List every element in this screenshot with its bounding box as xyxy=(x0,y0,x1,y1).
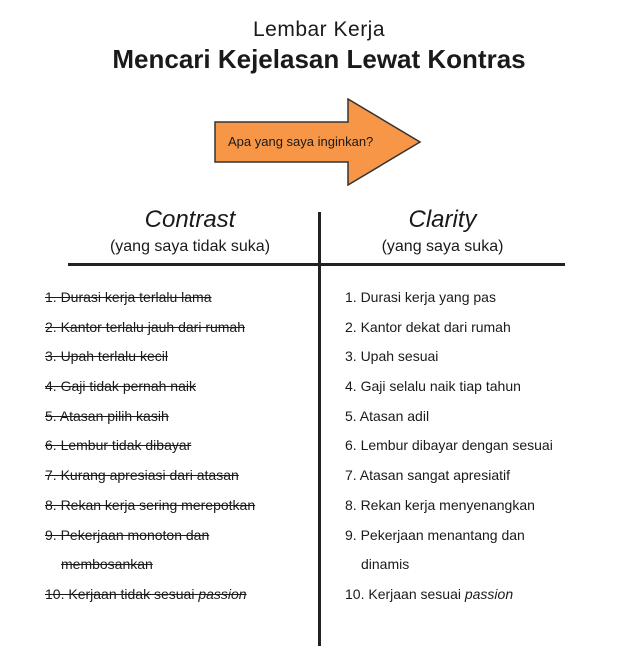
clarity-item-text: 10. Kerjaan sesuai xyxy=(345,585,461,602)
contrast-subheading: (yang saya tidak suka) xyxy=(109,238,271,255)
contrast-header xyxy=(60,206,320,256)
list-item xyxy=(345,464,553,494)
clarity-item-text: 9. Pekerjaan menantang dan xyxy=(345,526,525,543)
clarity-header xyxy=(320,206,565,256)
list-item xyxy=(345,583,553,613)
contrast-item-text: 6. Lembur tidak dibayar xyxy=(45,437,192,454)
contrast-item-text-continued: membosankan xyxy=(61,556,153,573)
list-item xyxy=(45,405,255,435)
contrast-item-text: 7. Kurang apresiasi dari atasan xyxy=(45,467,239,484)
list-item xyxy=(345,405,553,435)
contrast-item-text: 3. Upah terlalu kecil xyxy=(45,348,168,365)
list-item xyxy=(45,494,255,524)
arrow-question-text: Apa yang saya inginkan? xyxy=(228,134,374,149)
clarity-item-text: 2. Kantor dekat dari rumah xyxy=(345,318,511,335)
contrast-item-text: 1. Durasi kerja terlalu lama xyxy=(45,289,212,305)
clarity-item-emphasis: passion xyxy=(464,585,514,602)
contrast-item-text: 9. Pekerjaan monoton dan xyxy=(45,526,210,543)
contrast-heading: Contrast xyxy=(144,206,236,233)
clarity-heading: Clarity xyxy=(408,206,477,233)
list-item xyxy=(45,375,255,405)
contrast-item-text: 5. Atasan pilih kasih xyxy=(45,407,169,424)
vertical-divider xyxy=(318,212,321,646)
clarity-subheading: (yang saya suka) xyxy=(381,238,504,255)
list-item xyxy=(345,375,553,405)
clarity-item-text: 5. Atasan adil xyxy=(345,407,430,424)
contrast-list xyxy=(45,286,255,613)
clarity-item-text: 6. Lembur dibayar dengan sesuai xyxy=(345,437,553,454)
list-item xyxy=(345,494,553,524)
clarity-item-text: 3. Upah sesuai xyxy=(345,348,439,365)
list-item xyxy=(45,434,255,464)
list-item xyxy=(345,434,553,464)
contrast-item-text: 4. Gaji tidak pernah naik xyxy=(45,378,196,395)
list-item xyxy=(45,345,255,375)
contrast-item-emphasis: passion xyxy=(198,585,247,602)
contrast-item-text: 2. Kantor terlalu jauh dari rumah xyxy=(45,318,245,335)
list-item xyxy=(345,524,553,583)
list-item xyxy=(45,316,255,346)
clarity-item-text: 8. Rekan kerja menyenangkan xyxy=(345,496,535,513)
list-item xyxy=(45,464,255,494)
contrast-item-text: 10. Kerjaan tidak sesuai xyxy=(45,585,195,602)
worksheet-title: Mencari Kejelasan Lewat Kontras xyxy=(112,44,526,74)
horizontal-divider xyxy=(68,263,565,266)
clarity-list xyxy=(345,286,553,613)
worksheet-subtitle: Lembar Kerja xyxy=(252,18,386,41)
clarity-item-text: 1. Durasi kerja yang pas xyxy=(345,289,496,305)
clarity-item-text-continued: dinamis xyxy=(361,556,410,573)
contrast-item-text: 8. Rekan kerja sering merepotkan xyxy=(45,496,256,513)
list-item xyxy=(45,524,255,583)
clarity-item-text: 4. Gaji selalu naik tiap tahun xyxy=(345,378,521,395)
list-item xyxy=(345,316,553,346)
clarity-item-text: 7. Atasan sangat apresiatif xyxy=(345,467,510,484)
question-arrow xyxy=(214,98,422,186)
list-item xyxy=(45,286,255,316)
list-item xyxy=(345,345,553,375)
list-item xyxy=(45,583,255,613)
list-item xyxy=(345,286,553,316)
